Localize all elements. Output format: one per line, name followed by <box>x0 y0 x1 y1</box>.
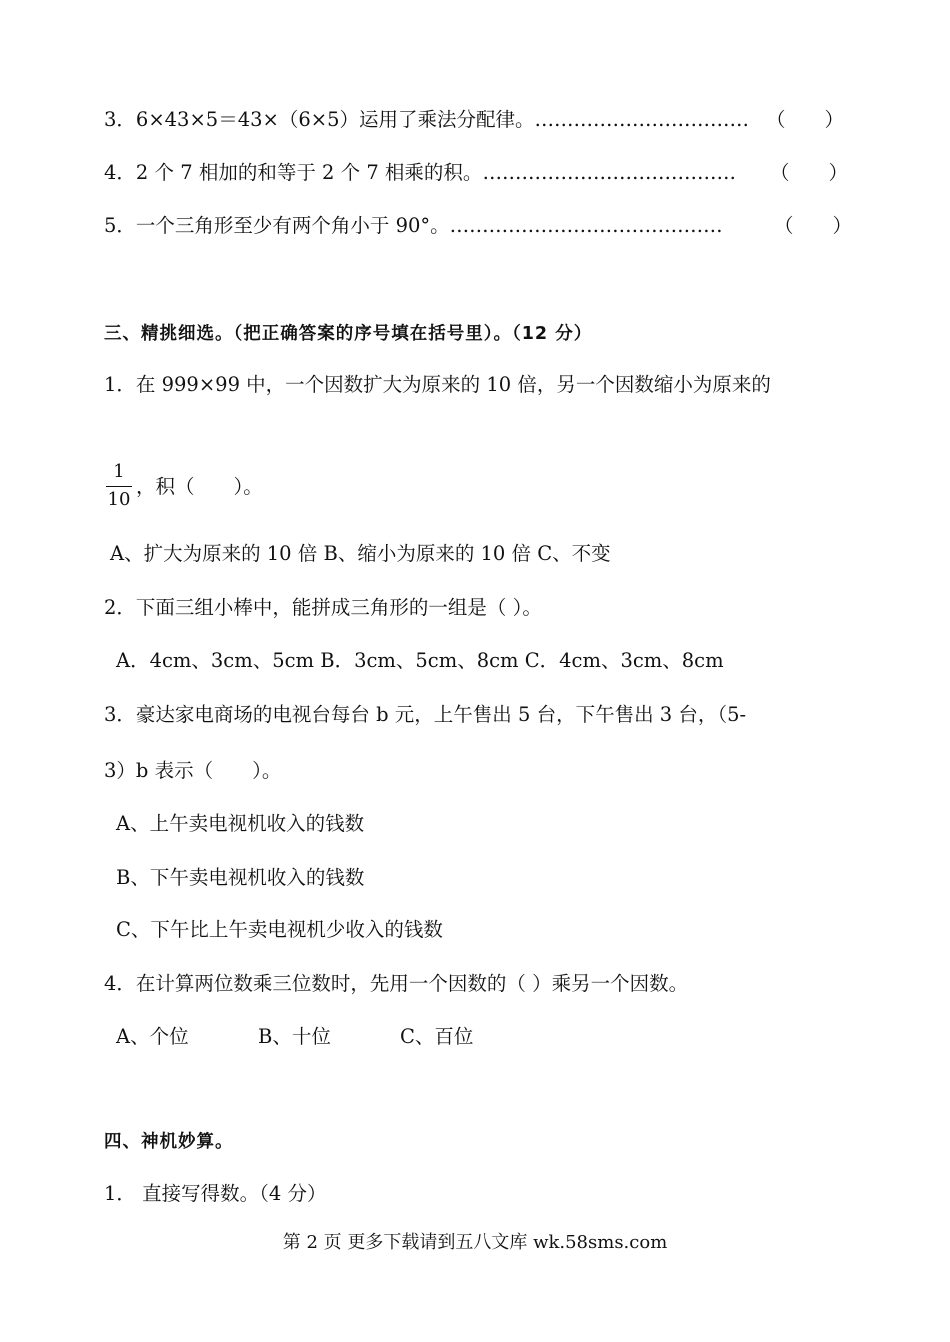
judge-item-5-answer-blank: （ ） <box>774 214 853 237</box>
section-4-heading: 四、神机妙算。 <box>104 1132 234 1152</box>
fraction-one-tenth <box>104 462 134 510</box>
judge-item-5-dots: …………………………………… <box>449 214 723 237</box>
choice-q1-options: A、扩大为原来的 10 倍 B、缩小为原来的 10 倍 C、不变 <box>110 542 611 565</box>
choice-q3-option-b: B、下午卖电视机收入的钱数 <box>116 866 365 889</box>
choice-q4-option-a: A、个位 <box>116 1025 189 1048</box>
judge-item-4-text: 4．2 个 7 相加的和等于 2 个 7 相乘的积。 <box>104 161 483 184</box>
page-footer: 第 2 页 更多下载请到五八文库 wk.58sms.com <box>282 1232 668 1253</box>
choice-q4-line1: 4．在计算两位数乘三位数时，先用一个因数的（ ）乘另一个因数。 <box>104 972 689 995</box>
judge-item-3 <box>104 108 749 132</box>
judge-item-5 <box>104 214 723 238</box>
choice-q4-option-b: B、十位 <box>258 1025 331 1048</box>
choice-q2-line1: 2．下面三组小棒中，能拼成三角形的一组是（ ）。 <box>104 596 542 619</box>
section-3-heading: 三、精挑细选。（把正确答案的序号填在括号里）。（12 分） <box>104 324 593 344</box>
judge-item-3-answer-blank: （ ） <box>766 108 845 131</box>
choice-q4-option-c: C、百位 <box>400 1025 474 1048</box>
judge-item-4-dots: ………………………………… <box>482 161 736 184</box>
choice-q1-line1: 1．在 999×99 中，一个因数扩大为原来的 10 倍，另一个因数缩小为原来的 <box>104 373 771 396</box>
fraction-numerator: 1 <box>113 461 125 482</box>
judge-item-3-text: 3．6×43×5＝43×（6×5）运用了乘法分配律。 <box>104 108 535 131</box>
calc-q1: 1． 直接写得数。（4 分） <box>104 1182 327 1205</box>
choice-q3-line2: 3）b 表示（ ）。 <box>104 759 282 782</box>
judge-item-4 <box>104 161 736 185</box>
choice-q2-options: A．4cm、3cm、5cm B．3cm、5cm、8cm C．4cm、3cm、8cm <box>116 649 724 672</box>
judge-item-3-dots: …………………………… <box>534 108 750 131</box>
judge-item-4-answer-blank: （ ） <box>770 161 849 184</box>
fraction-bar <box>106 486 132 487</box>
choice-q3-option-a: A、上午卖电视机收入的钱数 <box>116 812 365 835</box>
choice-q3-line1: 3．豪达家电商场的电视台每台 b 元，上午售出 5 台，下午售出 3 台，（5- <box>104 703 747 726</box>
judge-item-5-text: 5．一个三角形至少有两个角小于 90°。 <box>104 214 450 237</box>
choice-q1-line2: ，积（ ）。 <box>136 475 263 498</box>
choice-q3-option-c: C、下午比上午卖电视机少收入的钱数 <box>116 918 443 941</box>
fraction-denominator: 10 <box>107 489 131 510</box>
